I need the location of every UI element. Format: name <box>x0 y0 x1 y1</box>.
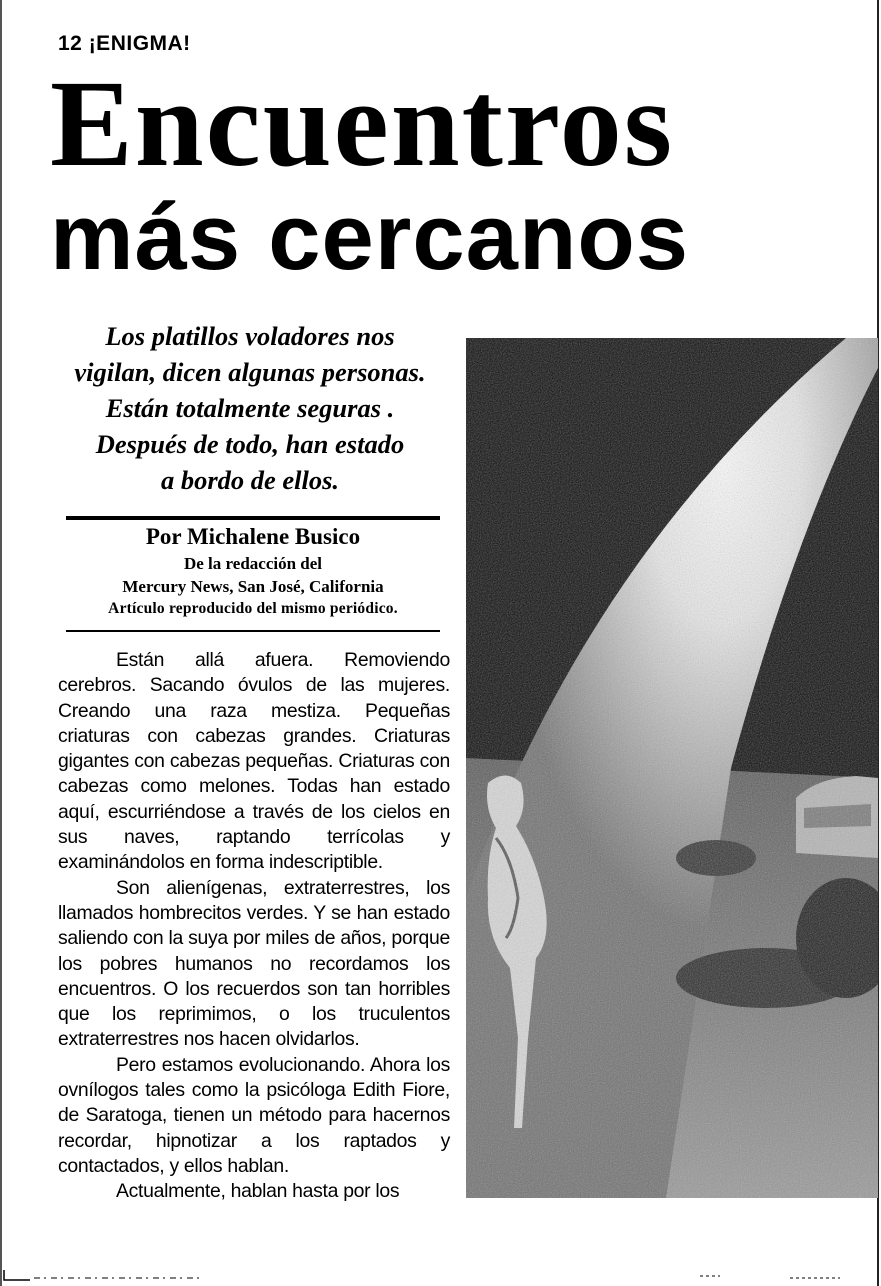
article-paragraph: Actualmente, hablan hasta por los <box>116 1180 400 1203</box>
byline-author: Por Michalene Busico <box>145 524 361 549</box>
scan-artifacts <box>0 1270 881 1282</box>
article-paragraph: Son alienígenas, extraterrestres, los llamados hombrecitos verdes. Y se han estado saliendo con la suya por miles de años, porque los pobres humanos no recordamos los encuentros. O los recuerdos son tan horribles que los reprimimos, o los truculentos extraterrestres nos hacen olvidarlos. <box>58 876 450 1051</box>
photo-illustration <box>466 338 878 1198</box>
headline-line-2: más cercanos <box>50 184 690 289</box>
byline-reprint-note: Artículo reproducido del mismo periódico. <box>108 600 398 617</box>
deck <box>40 318 460 498</box>
page-edge-left <box>0 0 2 1286</box>
article-body <box>58 648 450 1205</box>
article-photo <box>466 338 878 1198</box>
byline-publication: Mercury News, San José, California <box>122 577 384 596</box>
headline-line-1: Encuentros <box>50 55 675 192</box>
deck-line: Los platillos voladores nos <box>105 321 395 351</box>
byline-affiliation: De la redacción del <box>183 554 323 573</box>
deck-line: Están totalmente seguras . <box>105 393 395 423</box>
deck-line: Después de todo, han estado <box>95 429 405 459</box>
deck-line: a bordo de ellos. <box>160 465 340 495</box>
article-paragraph: Están allá afuera. Removiendo cerebros. Sacando óvulos de las mujeres. Creando una raza mestiza. Pequeñas criaturas con cabezas grandes. Criaturas gigantes con cabezas pequeñas. Criaturas con cabezas como melones. Todas han estado aquí, escurriéndose a través de los cielos en sus naves, raptando terrícolas y examinándolos en forma indescriptible. <box>58 649 450 874</box>
running-head: 12 ¡ENIGMA! <box>58 32 191 55</box>
byline-rule-top <box>66 516 440 520</box>
deck-line: vigilan, dicen algunas personas. <box>74 357 426 387</box>
article-paragraph: Pero estamos evolucionando. Ahora los ovnílogos tales como la psicóloga Edith Fiore, de Saratoga, tienen un método para hacernos recordar, hipnotizar a los raptados y contactados, y ellos hablan. <box>58 1053 450 1177</box>
byline <box>66 522 440 620</box>
byline-rule-bottom <box>66 630 440 632</box>
